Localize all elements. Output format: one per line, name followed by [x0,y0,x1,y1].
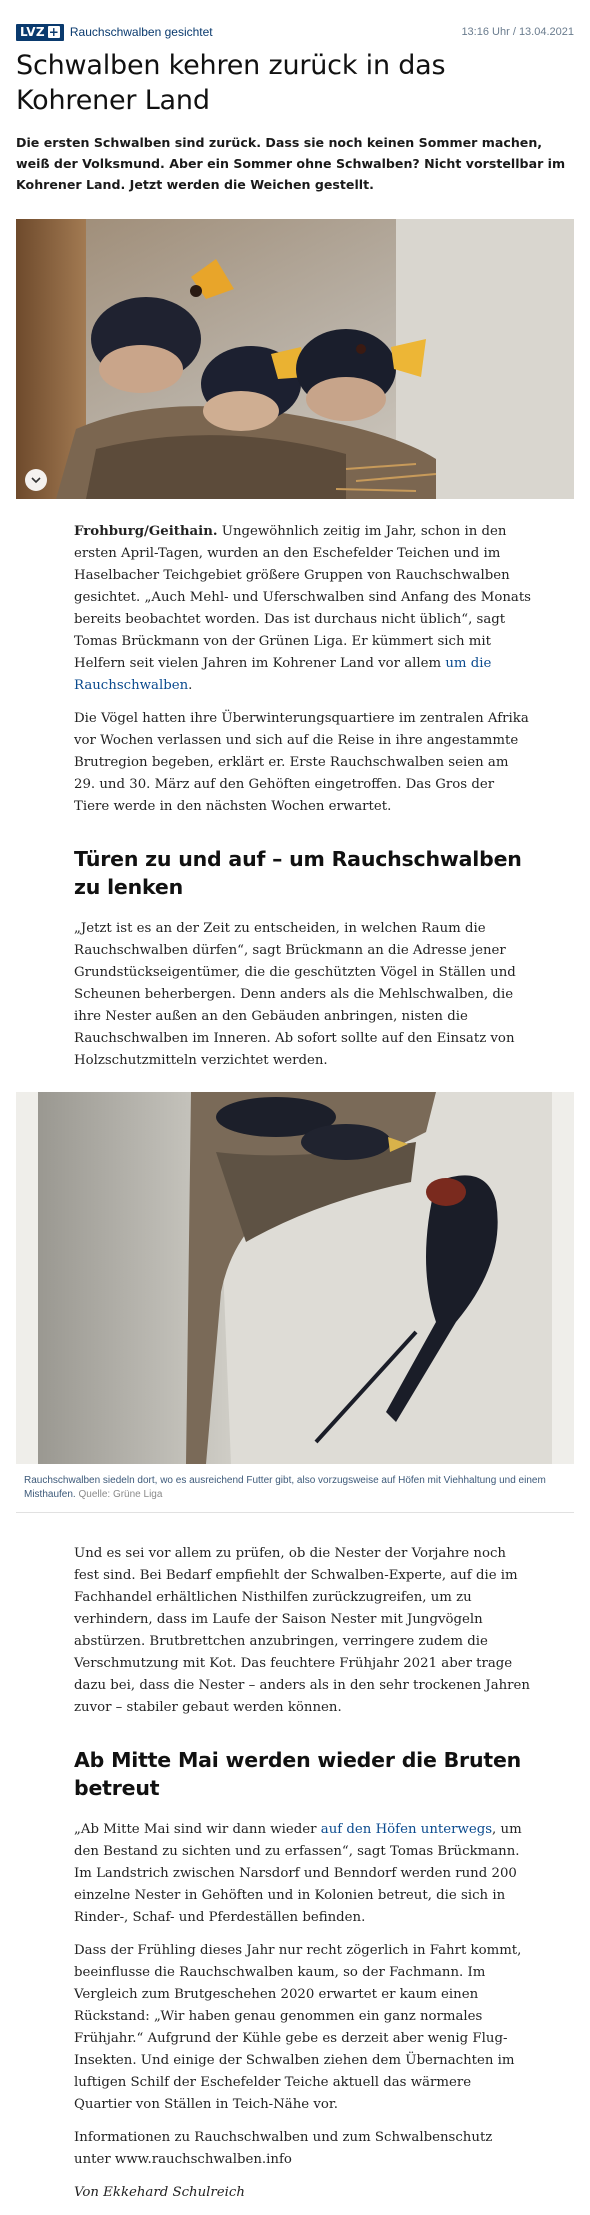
caption-text: Rauchschwalben siedeln dort, wo es ausreichend Futter gibt, also vorzugsweise auf Höfen mit Viehhaltung und einem Misthaufen. [24,1475,546,1500]
paragraph-text: „Ab Mitte Mai sind wir dann wieder [74,1822,321,1837]
publish-date: 13.04.2021 [518,26,574,38]
caption-source: Quelle: Grüne Liga [78,1489,163,1500]
article-title: Schwalben kehren zurück in das Kohrener Land [16,50,446,116]
paragraph: Informationen zu Rauchschwalben und zum Schwalbenschutz unter www.rauchschwalben.info [74,2130,493,2167]
chevron-down-icon [30,474,42,486]
article-header [0,0,590,42]
publish-meta [461,26,574,38]
article-lead: Die ersten Schwalben sind zurück. Dass sie noch keinen Sommer machen, weiß der Volksmund. Aber ein Sommer ohne Schwalben? Nicht vorstellbar im Kohrener Land. Jetzt werden die Weichen gestellt. [16,135,566,192]
figure-image[interactable] [16,1092,574,1464]
meta-separator: / [512,26,516,38]
topic-label[interactable]: Rauchschwalben gesichtet [69,25,213,39]
rauchschwalben-link[interactable]: um die Rauchschwalben [74,656,492,693]
hero-swallow-nest-photo [16,219,574,499]
paragraph: „Jetzt ist es an der Zeit zu entscheiden, in welchen Raum die Rauchschwalben dürfen“, sagt Brückmann an die Adresse jener Grundstückseigentümer, die die geschützten Vögel in Ställen und Scheunen beherbergen. Denn anders als die Mehlschwalben, die ihre Nester außen an den Gebäuden anbringen, nisten die Rauchschwalben im Inneren. Ab sofort sollte auf den Einsatz von Holzschutzmitteln verzichtet werden. [74,921,516,1068]
publish-time: 13:16 Uhr [461,26,510,38]
lvz-plus-logo[interactable] [16,24,64,41]
dateline: Frohburg/Geithain. [74,524,218,539]
paragraph: Dass der Frühling dieses Jahr nur recht zögerlich in Fahrt kommt, beeinflusse die Rauchschwalben kaum, so der Fachmann. Im Vergleich zum Brutgeschehen 2020 erwartet er kaum einen Rückstand: „Wir haben genau genommen ein ganz normales Frühjahr.“ Aufgrund der Kühle gebe es derzeit aber wenig Flug-Insekten. Und einige der Schwalben ziehen dem Übernachten im luftigen Schilf der Eschefelder Teiche aktuell das wärmere Quartier von Ställen in Teich-Nähe vor. [74,1943,522,2112]
inline-figure [16,1092,574,1513]
article-body-continued [0,1513,590,2204]
figure-caption [16,1464,574,1513]
hero-image[interactable] [16,219,574,499]
section-heading: Ab Mitte Mai werden wieder die Bruten betreut [74,1748,522,1800]
paragraph-text: , um den Bestand zu sichten und zu erfassen“, sagt Tomas Brückmann. Im Landstrich zwischen Narsdorf und Benndorf werden rund 200 einzelne Nester in Gehöften und in Kolonien betreut, die sich in Rinder-, Schaf- und Pferdeställen befinden. [74,1822,522,1925]
paragraph-text: Ungewöhnlich zeitig im Jahr, schon in den ersten April-Tagen, wurden an den Eschefelder Teichen und im Haselbacher Teichgebiet größere Gruppen von Rauchschwalben gesichtet. „Auch Mehl- und Uferschwalben sind Anfang des Monats bereits beobachtet worden. Das ist durchaus nicht üblich“, sagt Tomas Brückmann von der Grünen Liga. Er kümmert sich mit Helfern seit vielen Jahren im Kohrener Land vor allem [74,524,531,671]
paragraph-end: . [188,678,193,693]
header-left [16,24,213,41]
paragraph: Und es sei vor allem zu prüfen, ob die Nester der Vorjahre noch fest sind. Bei Bedarf empfiehlt der Schwalben-Experte, auf die im Fachhandel erhältlichen Nisthilfen zurückzugreifen, um zu verhindern, dass im Laufe der Saison Nester mit Jungvögeln abstürzen. Brutbrettchen anzubringen, verringere zudem die Verschmutzung mit Kot. Das feuchtere Frühjahr 2021 aber trage dazu bei, dass die Nester – anders als in den sehr trockenen Jahren zuvor – stabiler gebaut werden können. [74,1546,530,1715]
logo-text: LVZ [20,25,45,39]
author-byline: Von Ekkehard Schulreich [74,2185,245,2200]
paragraph: Die Vögel hatten ihre Überwinterungsquartiere im zentralen Afrika vor Wochen verlassen und sich auf die Reise in ihre angestammte Brutregion begeben, erklärt er. Erste Rauchschwalben seien am 29. und 30. März auf den Gehöften eingetroffen. Das Gros der Tiere werde in den nächsten Wochen erwartet. [74,711,529,814]
swallow-feeding-photo [16,1092,574,1464]
paragraph [74,521,532,697]
article-body [0,499,590,1072]
hoefen-link[interactable]: auf den Höfen unterwegs [320,1822,493,1837]
image-expand-button[interactable] [25,469,47,491]
paragraph [74,1819,532,1929]
section-heading: Türen zu und auf – um Rauchschwalben zu lenken [74,847,522,899]
plus-icon: + [48,25,60,39]
